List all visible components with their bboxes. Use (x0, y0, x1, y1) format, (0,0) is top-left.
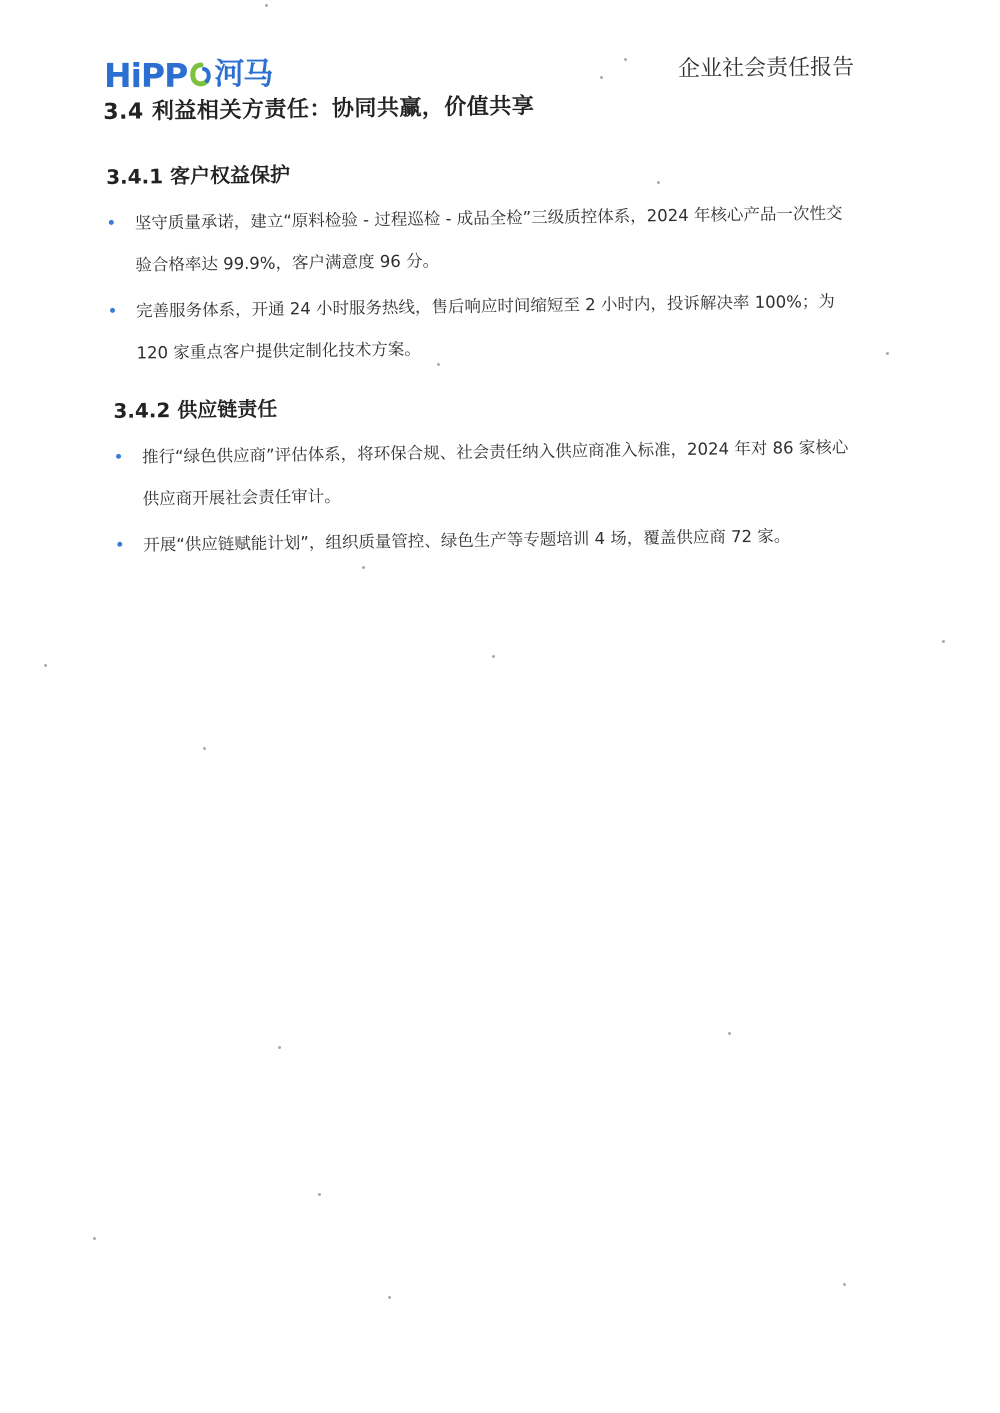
scan-speck (624, 58, 627, 61)
subsection-title: 3.4.2 供应链责任 (113, 396, 278, 423)
scan-speck (492, 655, 495, 658)
company-logo (104, 55, 272, 95)
list-item (110, 281, 851, 375)
scan-speck (203, 747, 206, 750)
bullet-icon (110, 308, 115, 313)
list-item-text: 完善服务体系，开通 24 小时服务热线，售后响应时间缩短至 2 小时内，投诉解决率 100%；为 120 家重点客户提供定制化技术方案。 (135, 291, 835, 363)
scan-speck (265, 4, 268, 7)
logo-cjk-text: 河马 (214, 57, 273, 92)
list-item (117, 515, 858, 567)
bullet-icon (116, 454, 121, 459)
scan-speck (318, 1193, 321, 1196)
scan-speck (388, 1296, 391, 1299)
supply-chain-list (116, 427, 858, 567)
scan-speck (278, 1046, 281, 1049)
bullet-icon (109, 220, 114, 225)
report-title: 企业社会责任报告 (677, 55, 855, 82)
bullet-icon (117, 542, 122, 547)
scan-speck (93, 1237, 96, 1240)
scan-speck (44, 664, 47, 667)
subsection-heading-customer (106, 158, 290, 190)
scan-speck (600, 76, 603, 79)
list-item-text: 坚守质量承诺，建立“原料检验 - 过程巡检 - 成品全检”三级质控体系，2024 年核心产品一次性交验合格率达 99.9%，客户满意度 96 分。 (134, 203, 843, 275)
subsection-title: 3.4.1 客户权益保护 (105, 162, 291, 189)
scan-speck (843, 1283, 846, 1286)
list-item (109, 193, 850, 287)
list-item-text: 推行“绿色供应商”评估体系，将环保合规、社会责任纳入供应商准入标准，2024 年对 86 家核心供应商开展社会责任审计。 (141, 437, 849, 509)
subsection-heading-supply-chain (113, 393, 277, 424)
section-title: 3.4 利益相关方责任：协同共赢，价值共享 (103, 93, 535, 125)
list-item-text: 开展“供应链赋能计划”，组织质量管控、绿色生产等专题培训 4 场，覆盖供应商 72 家。 (143, 526, 791, 555)
scan-speck (437, 363, 440, 366)
logo-swirl-icon (190, 62, 212, 88)
scan-speck (942, 640, 945, 643)
scan-speck (886, 352, 889, 355)
scan-speck (657, 181, 660, 184)
list-item (116, 427, 857, 521)
logo-latin-text: HiPP (104, 55, 188, 95)
scan-speck (728, 1032, 731, 1035)
customer-protection-list (109, 193, 851, 375)
scan-speck (362, 566, 365, 569)
